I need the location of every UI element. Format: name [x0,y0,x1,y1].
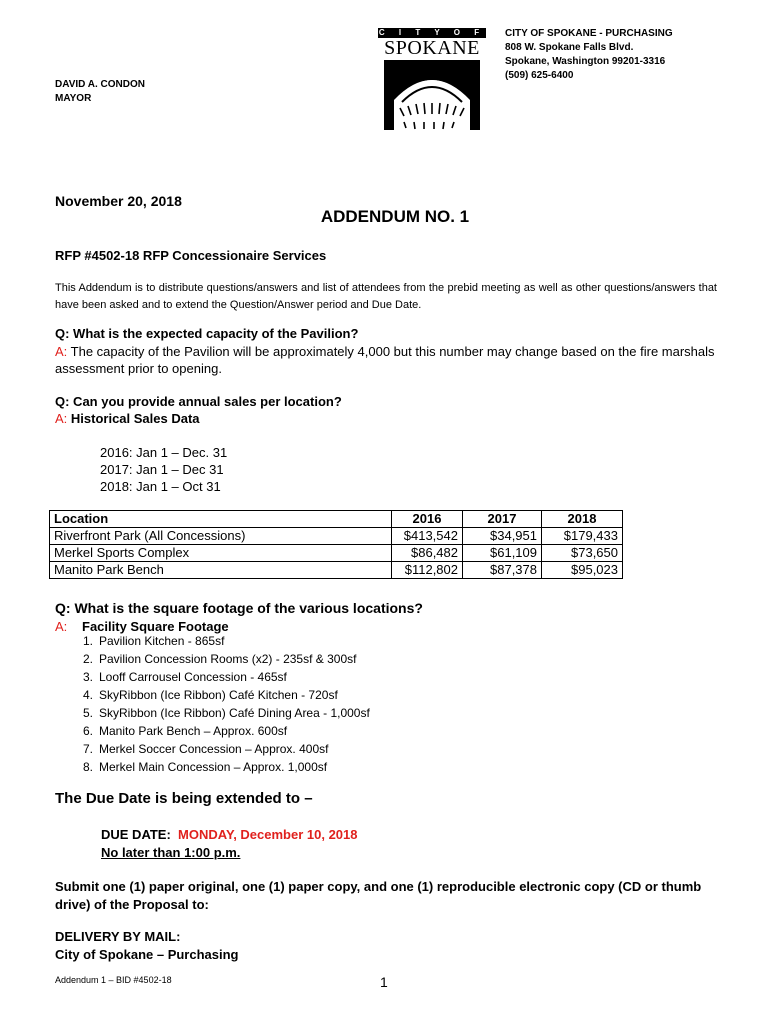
table-row [50,528,623,545]
answer-text: The capacity of the Pavilion will be approximately 4,000 but this number may change based on the fire marshals assessment prior to opening. [55,344,715,376]
page-footer: Addendum 1 – BID #4502-18 [55,975,172,985]
due-date-block [101,826,358,862]
table-row [50,545,623,562]
delivery-block [55,928,239,964]
answer-1 [55,343,715,377]
address-line: 808 W. Spokane Falls Blvd. [505,42,634,53]
sales-periods [100,444,227,495]
answer-prefix: A: [55,619,68,634]
table-header-row [50,511,623,528]
list-item: 6. Manito Park Bench – Approx. 600sf [83,724,288,738]
question-2: Q: Can you provide annual sales per location? [55,394,342,409]
answer-2 [55,410,200,427]
header-2016: 2016 [392,511,463,528]
delivery-label: DELIVERY BY MAIL: [55,929,181,944]
header-2018: 2018 [542,511,623,528]
period-line: 2016: Jan 1 – Dec. 31 [100,445,228,460]
header-2017: 2017 [463,511,542,528]
list-item: 2. Pavilion Concession Rooms (x2) - 235sf & 300sf [83,652,357,666]
purchasing-address [505,27,673,83]
cell-value: $34,951 [463,528,542,545]
due-date-line [101,826,358,844]
mayor-name: DAVID A. CONDON [55,79,145,90]
due-date-label: DUE DATE: [101,827,171,842]
cell-value: $95,023 [542,562,623,579]
bridge-falls-icon [378,60,486,140]
intro-paragraph: This Addendum is to distribute questions/answers and list of attendees from the prebid meeting as well as other questions/answers that have been asked and to extend the Question/Answer period and Due Date. [55,282,717,311]
addendum-title: ADDENDUM NO. 1 [320,207,470,226]
submit-instructions: Submit one (1) paper original, one (1) paper copy, and one (1) reproducible electronic copy (CD or thumb drive) of the Proposal to: [55,879,702,912]
address-line: (509) 625-6400 [505,70,574,81]
cell-location: Merkel Sports Complex [50,545,392,562]
cell-value: $73,650 [542,545,623,562]
answer-prefix: A: [55,411,68,426]
list-item: 4. SkyRibbon (Ice Ribbon) Café Kitchen - 720sf [83,688,338,702]
cell-value: $112,802 [392,562,463,579]
list-item: 3. Looff Carrousel Concession - 465sf [83,670,287,684]
answer-text: Historical Sales Data [67,411,200,426]
cell-value: $413,542 [392,528,463,545]
list-item: 5. SkyRibbon (Ice Ribbon) Café Dining Area - 1,000sf [83,706,370,720]
table-row [50,562,623,579]
answer-prefix: A: [55,344,68,359]
question-1: Q: What is the expected capacity of the Pavilion? [55,326,359,341]
sales-table [49,510,623,579]
rfp-heading: RFP #4502-18 RFP Concessionaire Services [55,248,327,263]
period-line: 2018: Jan 1 – Oct 31 [100,479,221,494]
cell-value: $61,109 [463,545,542,562]
header-location: Location [50,511,392,528]
square-footage-list [83,632,370,776]
list-item: 1. Pavilion Kitchen - 865sf [83,634,225,648]
due-date-value: MONDAY, December 10, 2018 [178,827,358,842]
due-time: No later than 1:00 p.m. [101,845,241,860]
cell-value: $86,482 [392,545,463,562]
period-line: 2017: Jan 1 – Dec 31 [100,462,224,477]
city-of-spokane-logo [378,28,486,140]
delivery-recipient: City of Spokane – Purchasing [55,947,239,962]
answer-text: Facility Square Footage [82,619,229,634]
document-date: November 20, 2018 [55,193,182,209]
question-3: Q: What is the square footage of the various locations? [55,600,423,616]
mayor-title: MAYOR [55,93,92,104]
logo-city-of-bar: C I T Y O F [378,28,486,37]
cell-location: Manito Park Bench [50,562,392,579]
cell-location: Riverfront Park (All Concessions) [50,528,392,545]
address-line: CITY OF SPOKANE - PURCHASING [505,28,673,39]
mayor-block [55,78,145,106]
cell-value: $87,378 [463,562,542,579]
address-line: Spokane, Washington 99201-3316 [505,56,666,67]
due-date-heading: The Due Date is being extended to – [55,790,313,807]
list-item: 7. Merkel Soccer Concession – Approx. 400sf [83,742,329,756]
logo-spokane-wordmark: SPOKANE [384,37,480,59]
cell-value: $179,433 [542,528,623,545]
page-number: 1 [380,974,388,990]
list-item: 8. Merkel Main Concession – Approx. 1,000sf [83,760,328,774]
